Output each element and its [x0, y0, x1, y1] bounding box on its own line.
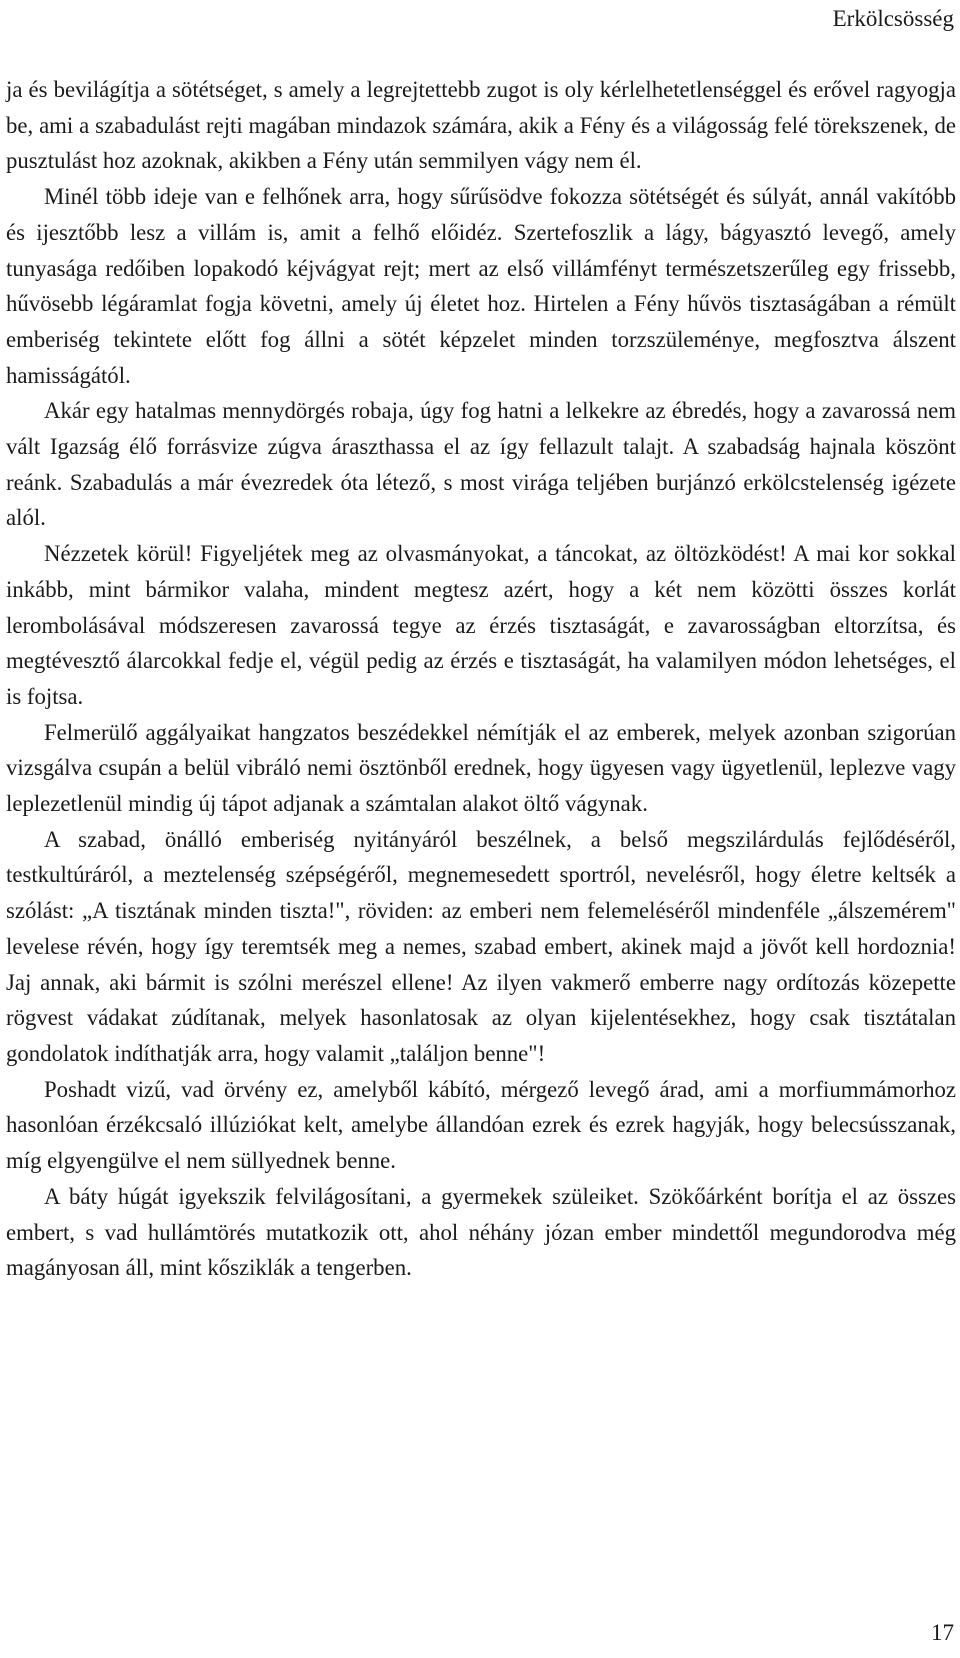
paragraph-1: ja és bevilágítja a sötétséget, s amely a legrejtettebb zugot is oly kérlelhetetlenséggel és erővel ragyogja be, ami a szabadulást rejti magában mindazok számára, akik a Fény és a világosság felé törekszenek, de pusztulást hoz azoknak, akikben a Fény után semmilyen vágy nem él. — [6, 77, 956, 174]
paragraph-6: A szabad, önálló emberiség nyitányáról beszélnek, a belső megszilárdulás fejlődéséről, testkultúráról, a meztelenség szépségéről, megnemesedett sportról, nevelésről, hogy életre keltsék a szólást: „A tisztának minden tiszta!", röviden: az emberi nem felemeléséről mindenféle „álszemérem" levelese révén, hogy így teremtsék meg a nemes, szabad embert, akinek majd a jövőt kell hordoznia! Jaj annak, aki bármit is szólni merészel ellene! Az ilyen vakmerő emberre nagy ordítozás közepette rögvest vádakat zúdítanak, melyek hasonlatosak az olyan kijelentésekhez, hogy csak tisztátalan gondolatok indíthatják arra, hogy valamit „találjon benne"! — [6, 826, 956, 1066]
paragraph-7: Poshadt vizű, vad örvény ez, amelyből kábító, mérgező levegő árad, ami a morfiummámorhoz hasonlóan érzékcsaló illúziókat kelt, amelybe állandóan ezrek és ezrek hagyják, hogy belecsússzanak, míg elgyengülve el nem süllyednek benne. — [6, 1076, 956, 1174]
page-number: 17 — [931, 1620, 954, 1645]
body-text — [6, 72, 956, 1286]
paragraph-5: Felmerülő aggályaikat hangzatos beszédekkel némítják el az emberek, melyek azonban szigorúan vizsgálva csupán a belül vibráló nemi ösztönből erednek, hogy ügyesen vagy ügyetlenül, leplezve vagy leplezetlenül mindig új tápot adjanak a számtalan alakot öltő vágynak. — [6, 719, 956, 817]
paragraph-2: Minél több ideje van e felhőnek arra, hogy sűrűsödve fokozza sötétségét és súlyát, annál vakítóbb és ijesztőbb lesz a villám is, amit a felhő előidéz. Szertefoszlik a lágy, bágyasztó levegő, amely tunyasága redőiben lopakodó kéjvágyat rejt; mert az első villámfényt természetszerűleg egy frissebb, hűvösebb légáramlat fogja követni, amely új életet hoz. Hirtelen a Fény hűvös tisztaságában a rémült emberiség tekintete előtt fog állni a sötét képzelet minden torzszüleménye, megfosztva álszent hamisságától. — [6, 184, 956, 388]
paragraph-3: Akár egy hatalmas mennydörgés robaja, úgy fog hatni a lelkekre az ébredés, hogy a zavarossá nem vált Igazság élő forrásvize zúgva áraszthassa el az így fellazult talajt. A szabadság hajnala köszönt reánk. Szabadulás a már évezredek óta létező, s most virága teljében burjánzó erkölcstelenség igézete alól. — [6, 398, 956, 531]
paragraph-4: Nézzetek körül! Figyeljétek meg az olvasmányokat, a táncokat, az öltözködést! A mai kor sokkal inkább, mint bármikor valaha, mindent megtesz azért, hogy a két nem közötti összes korlát lerombolásával módszeresen zavarossá tegye az érzés tisztaságát, e zavarosságban eltorzítsa, és megtévesztő álarcokkal fedje el, végül pedig az érzés e tisztaságát, ha valamilyen módon lehetséges, el is fojtsa. — [6, 541, 956, 709]
running-head: Erkölcsösség — [832, 6, 954, 31]
paragraph-8: A báty húgát igyekszik felvilágosítani, a gyermekek szüleiket. Szökőárként borítja el az összes embert, s vad hullámtörés mutatkozik ott, ahol néhány józan ember mindettől megundorodva még magányosan áll, mint kősziklák a tengerben. — [6, 1183, 956, 1281]
